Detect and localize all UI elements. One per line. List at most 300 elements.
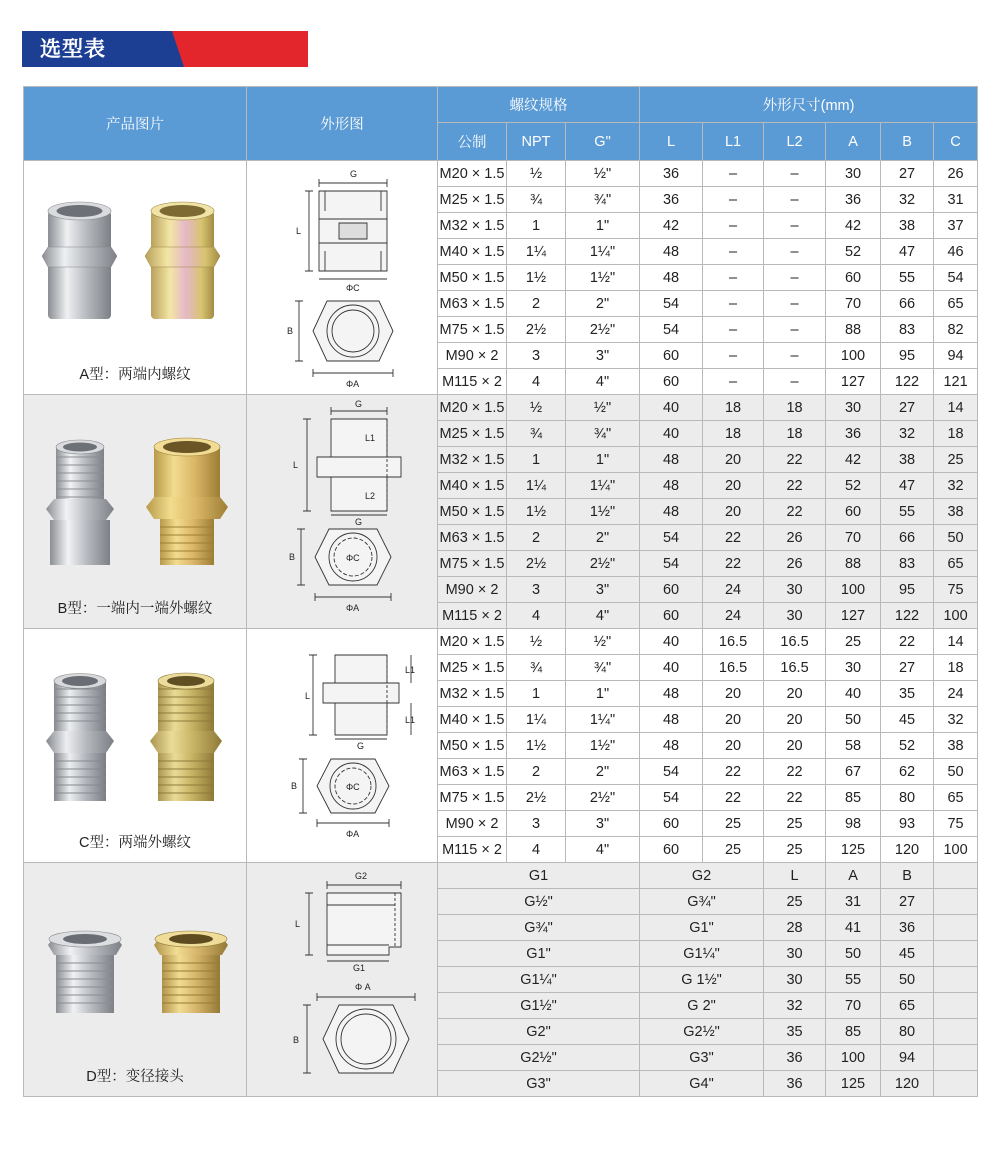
cell: 50	[881, 967, 934, 993]
caption-a: A型：两端内螺纹	[79, 367, 191, 383]
empty-cell	[934, 863, 978, 889]
cell: G2½"	[640, 1019, 764, 1045]
cell: 1½"	[566, 499, 640, 525]
header-npt: NPT	[507, 123, 566, 161]
cell: M50 × 1.5	[438, 265, 507, 291]
empty-cell	[934, 993, 978, 1019]
cell: 30	[764, 577, 826, 603]
cell: M32 × 1.5	[438, 447, 507, 473]
drawing-d-svg	[247, 863, 438, 1096]
cell: 16.5	[764, 629, 826, 655]
cell: 16.5	[764, 655, 826, 681]
cell: 1¼	[507, 239, 566, 265]
cell: 27	[881, 655, 934, 681]
cell: 60	[826, 499, 881, 525]
drawing-c-b: B	[291, 781, 298, 791]
cell: 20	[703, 499, 764, 525]
cell: 125	[826, 837, 881, 863]
cell: 25	[703, 811, 764, 837]
cell: 40	[826, 681, 881, 707]
cell: 31	[826, 889, 881, 915]
header-g: G"	[566, 123, 640, 161]
cell: 26	[934, 161, 978, 187]
outline-drawing-b	[247, 395, 438, 629]
cell: 60	[640, 603, 703, 629]
cell: 2½	[507, 551, 566, 577]
cell: 1½	[507, 733, 566, 759]
drawing-b-l: L	[293, 460, 299, 470]
cell: 42	[826, 213, 881, 239]
cell: M63 × 1.5	[438, 291, 507, 317]
cell: 48	[640, 265, 703, 291]
group-c	[24, 629, 978, 863]
cell: 3	[507, 577, 566, 603]
cell: 32	[881, 421, 934, 447]
cell: 22	[764, 499, 826, 525]
cell: 94	[881, 1045, 934, 1071]
cell: 1	[507, 213, 566, 239]
cell: G2"	[438, 1019, 640, 1045]
cell: 48	[640, 473, 703, 499]
cell: M115 × 2	[438, 837, 507, 863]
cell: 1	[507, 447, 566, 473]
cell: 40	[640, 629, 703, 655]
cell: G 2"	[640, 993, 764, 1019]
cell: 45	[881, 707, 934, 733]
cell: 55	[826, 967, 881, 993]
cell: 55	[881, 499, 934, 525]
cell: 40	[640, 421, 703, 447]
cell: 66	[881, 291, 934, 317]
cell: 22	[764, 785, 826, 811]
cell: 54	[934, 265, 978, 291]
cell: 60	[640, 343, 703, 369]
outline-drawing-c	[247, 629, 438, 863]
reducer-d-image	[24, 863, 247, 1096]
cell: 1"	[566, 447, 640, 473]
cell: 14	[934, 629, 978, 655]
cell: 16.5	[703, 629, 764, 655]
drawing-c-l1-bottom: L1	[405, 715, 416, 725]
cell: 4"	[566, 369, 640, 395]
cell: 30	[764, 967, 826, 993]
header-c: C	[934, 123, 978, 161]
cell: –	[703, 239, 764, 265]
cell: 30	[826, 655, 881, 681]
empty-cell	[934, 941, 978, 967]
cell: 70	[826, 525, 881, 551]
cell: –	[764, 317, 826, 343]
drawing-b-l2: L2	[365, 491, 376, 501]
cell: M25 × 1.5	[438, 655, 507, 681]
cell: 4	[507, 837, 566, 863]
cell: 125	[826, 1071, 881, 1097]
header-l2: L2	[764, 123, 826, 161]
section-banner	[22, 31, 308, 67]
coupling-b-image	[24, 395, 247, 628]
cell: 27	[881, 889, 934, 915]
cell: 2	[507, 291, 566, 317]
cell: 35	[881, 681, 934, 707]
cell: –	[764, 213, 826, 239]
cell: 22	[703, 551, 764, 577]
cell: 48	[640, 447, 703, 473]
cell: M25 × 1.5	[438, 187, 507, 213]
cell: 25	[934, 447, 978, 473]
drawing-c-g: G	[357, 741, 365, 751]
cell: 95	[881, 577, 934, 603]
cell: –	[703, 187, 764, 213]
empty-cell	[934, 1019, 978, 1045]
cell: 60	[640, 369, 703, 395]
cell: 22	[764, 447, 826, 473]
cell: M32 × 1.5	[438, 213, 507, 239]
cell: 50	[826, 941, 881, 967]
product-photo-c	[24, 629, 247, 863]
cell: 30	[764, 941, 826, 967]
cell: 1¼	[507, 707, 566, 733]
header-a: A	[826, 123, 881, 161]
cell: 120	[881, 837, 934, 863]
cell: 60	[640, 811, 703, 837]
cell: 47	[881, 473, 934, 499]
cell: G 1½"	[640, 967, 764, 993]
cell: M90 × 2	[438, 343, 507, 369]
cell: 121	[934, 369, 978, 395]
coupling-a-image	[24, 161, 247, 394]
cell: 48	[640, 239, 703, 265]
cell: ¾"	[566, 421, 640, 447]
cell: 54	[640, 759, 703, 785]
outline-drawing-a	[247, 161, 438, 395]
cell: 60	[640, 577, 703, 603]
cell: 40	[640, 395, 703, 421]
cell: 45	[881, 941, 934, 967]
cell: 85	[826, 1019, 881, 1045]
cell: –	[764, 369, 826, 395]
cell: 22	[703, 759, 764, 785]
cell: G¾"	[640, 889, 764, 915]
drawing-d-l: L	[295, 919, 301, 929]
cell: ½"	[566, 395, 640, 421]
cell: 28	[764, 915, 826, 941]
cell: 2½"	[566, 551, 640, 577]
cell: M75 × 1.5	[438, 317, 507, 343]
cell: M20 × 1.5	[438, 161, 507, 187]
cell: 25	[826, 629, 881, 655]
cell: 1½"	[566, 733, 640, 759]
drawing-c-phia: ΦA	[346, 829, 360, 839]
cell: 1¼"	[566, 707, 640, 733]
cell: 32	[934, 473, 978, 499]
cell: 122	[881, 369, 934, 395]
cell: –	[764, 343, 826, 369]
cell: 26	[764, 525, 826, 551]
cell: 50	[934, 759, 978, 785]
cell: ½	[507, 161, 566, 187]
cell: 120	[881, 1071, 934, 1097]
cell: 30	[826, 395, 881, 421]
cell: ½	[507, 395, 566, 421]
cell: 60	[640, 837, 703, 863]
cell: –	[764, 291, 826, 317]
cell: 24	[703, 603, 764, 629]
cell: 22	[703, 785, 764, 811]
empty-cell	[934, 1045, 978, 1071]
cell: 20	[703, 681, 764, 707]
cell: 83	[881, 551, 934, 577]
group-b	[24, 395, 978, 629]
header-outline-drawing: 外形图	[247, 87, 438, 161]
empty-cell	[934, 967, 978, 993]
cell: –	[703, 369, 764, 395]
cell: 48	[640, 707, 703, 733]
header-product-image: 产品图片	[24, 87, 247, 161]
cell: 60	[826, 265, 881, 291]
cell: 52	[826, 473, 881, 499]
cell: 20	[703, 473, 764, 499]
section-title: 选型表	[40, 37, 106, 61]
cell: 100	[934, 603, 978, 629]
cell: 55	[881, 265, 934, 291]
drawing-a-phic: ΦC	[346, 283, 360, 293]
cell: M32 × 1.5	[438, 681, 507, 707]
cell: 20	[764, 733, 826, 759]
cell: 122	[881, 603, 934, 629]
header-thread-spec: 螺纹规格	[438, 87, 640, 123]
header-l1: L1	[703, 123, 764, 161]
empty-cell	[934, 1071, 978, 1097]
cell: 85	[826, 785, 881, 811]
product-photo-d	[24, 863, 247, 1097]
cell: 18	[934, 655, 978, 681]
cell: M50 × 1.5	[438, 499, 507, 525]
cell: 38	[881, 213, 934, 239]
cell: –	[703, 343, 764, 369]
cell: 47	[881, 239, 934, 265]
cell: 48	[640, 733, 703, 759]
cell: 80	[881, 1019, 934, 1045]
cell: 24	[934, 681, 978, 707]
cell: –	[764, 239, 826, 265]
group-d	[24, 863, 978, 1097]
cell: 52	[826, 239, 881, 265]
cell: 2½"	[566, 785, 640, 811]
cell: 65	[934, 785, 978, 811]
cell: 1"	[566, 213, 640, 239]
cell: M115 × 2	[438, 369, 507, 395]
cell: 88	[826, 317, 881, 343]
drawing-d-phia: Φ A	[355, 982, 371, 992]
drawing-b-phia: ΦA	[346, 603, 360, 613]
cell: 25	[703, 837, 764, 863]
cell: ¾"	[566, 655, 640, 681]
cell: 4"	[566, 837, 640, 863]
cell: 70	[826, 993, 881, 1019]
drawing-b-g-bottom: G	[355, 517, 363, 527]
cell: 2	[507, 525, 566, 551]
cell: 35	[764, 1019, 826, 1045]
cell: ¾	[507, 187, 566, 213]
cell: 26	[764, 551, 826, 577]
empty-cell	[934, 889, 978, 915]
drawing-c-l: L	[305, 691, 311, 701]
cell: –	[703, 213, 764, 239]
cell: 42	[826, 447, 881, 473]
cell: 2"	[566, 291, 640, 317]
cell: G3"	[640, 1045, 764, 1071]
drawing-b-b: B	[289, 552, 296, 562]
cell: 27	[881, 395, 934, 421]
d-header-g2: G2	[640, 863, 764, 889]
drawing-a-b: B	[287, 326, 294, 336]
cell: 32	[881, 187, 934, 213]
cell: 32	[934, 707, 978, 733]
cell: 1¼	[507, 473, 566, 499]
cell: M25 × 1.5	[438, 421, 507, 447]
cell: 22	[764, 759, 826, 785]
cell: 32	[764, 993, 826, 1019]
cell: 48	[640, 681, 703, 707]
cell: 3"	[566, 343, 640, 369]
cell: 88	[826, 551, 881, 577]
cell: 38	[934, 733, 978, 759]
cell: 50	[826, 707, 881, 733]
cell: 4	[507, 603, 566, 629]
drawing-d-g2: G2	[355, 871, 368, 881]
cell: 4"	[566, 603, 640, 629]
drawing-d-b: B	[293, 1035, 300, 1045]
drawing-b-phic: ΦC	[346, 553, 360, 563]
cell: 18	[934, 421, 978, 447]
cell: M40 × 1.5	[438, 473, 507, 499]
cell: G3"	[438, 1071, 640, 1097]
cell: G1"	[640, 915, 764, 941]
drawing-a-g: G	[350, 169, 358, 179]
cell: 25	[764, 811, 826, 837]
cell: 40	[640, 655, 703, 681]
cell: 18	[703, 421, 764, 447]
cell: 36	[826, 187, 881, 213]
cell: 20	[703, 707, 764, 733]
drawing-b-l1: L1	[365, 433, 376, 443]
empty-cell	[934, 915, 978, 941]
coupling-c-image	[24, 629, 247, 862]
d-header-g1: G1	[438, 863, 640, 889]
cell: 20	[703, 447, 764, 473]
cell: 2	[507, 759, 566, 785]
cell: 65	[934, 291, 978, 317]
drawing-d-g1: G1	[353, 963, 366, 973]
cell: 2"	[566, 525, 640, 551]
caption-b: B型：一端内一端外螺纹	[57, 601, 213, 617]
header-b: B	[881, 123, 934, 161]
header-metric: 公制	[438, 123, 507, 161]
cell: 127	[826, 603, 881, 629]
cell: 46	[934, 239, 978, 265]
cell: 2"	[566, 759, 640, 785]
drawing-a-phia: ΦA	[346, 379, 360, 389]
cell: 2½	[507, 785, 566, 811]
cell: 27	[881, 161, 934, 187]
drawing-c-phic: ΦC	[346, 782, 360, 792]
cell: 30	[826, 161, 881, 187]
cell: –	[764, 161, 826, 187]
cell: ½"	[566, 629, 640, 655]
cell: 1"	[566, 681, 640, 707]
cell: 18	[703, 395, 764, 421]
cell: 36	[764, 1071, 826, 1097]
cell: 3"	[566, 577, 640, 603]
cell: –	[703, 265, 764, 291]
cell: G1¼"	[640, 941, 764, 967]
cell: 2½"	[566, 317, 640, 343]
cell: G4"	[640, 1071, 764, 1097]
cell: 62	[881, 759, 934, 785]
cell: 2½	[507, 317, 566, 343]
cell: 4	[507, 369, 566, 395]
cell: 94	[934, 343, 978, 369]
cell: 36	[640, 161, 703, 187]
cell: 38	[934, 499, 978, 525]
drawing-b-g-top: G	[355, 399, 363, 409]
cell: 52	[881, 733, 934, 759]
d-header-a: A	[826, 863, 881, 889]
cell: 100	[826, 1045, 881, 1071]
cell: M90 × 2	[438, 811, 507, 837]
cell: 18	[764, 421, 826, 447]
cell: 22	[703, 525, 764, 551]
cell: 50	[934, 525, 978, 551]
cell: 54	[640, 525, 703, 551]
drawing-b-svg	[247, 395, 438, 628]
group-a	[24, 161, 978, 395]
cell: –	[764, 187, 826, 213]
cell: –	[703, 291, 764, 317]
cell: 1	[507, 681, 566, 707]
cell: ¾	[507, 655, 566, 681]
cell: ¾"	[566, 187, 640, 213]
cell: M40 × 1.5	[438, 707, 507, 733]
cell: 80	[881, 785, 934, 811]
cell: 100	[826, 343, 881, 369]
drawing-a-svg	[247, 161, 438, 394]
cell: –	[703, 161, 764, 187]
cell: 70	[826, 291, 881, 317]
cell: 1½"	[566, 265, 640, 291]
cell: 127	[826, 369, 881, 395]
cell: G2½"	[438, 1045, 640, 1071]
cell: 65	[934, 551, 978, 577]
cell: 3	[507, 343, 566, 369]
cell: M90 × 2	[438, 577, 507, 603]
d-header-b: B	[881, 863, 934, 889]
cell: M50 × 1.5	[438, 733, 507, 759]
cell: 95	[881, 343, 934, 369]
cell: M20 × 1.5	[438, 395, 507, 421]
cell: M75 × 1.5	[438, 551, 507, 577]
drawing-a-l: L	[296, 226, 302, 236]
cell: 83	[881, 317, 934, 343]
cell: 1¼"	[566, 239, 640, 265]
cell: 25	[764, 837, 826, 863]
cell: 1¼"	[566, 473, 640, 499]
drawing-c-svg	[247, 629, 438, 862]
cell: 36	[640, 187, 703, 213]
cell: ½	[507, 629, 566, 655]
cell: 16.5	[703, 655, 764, 681]
cell: 3	[507, 811, 566, 837]
